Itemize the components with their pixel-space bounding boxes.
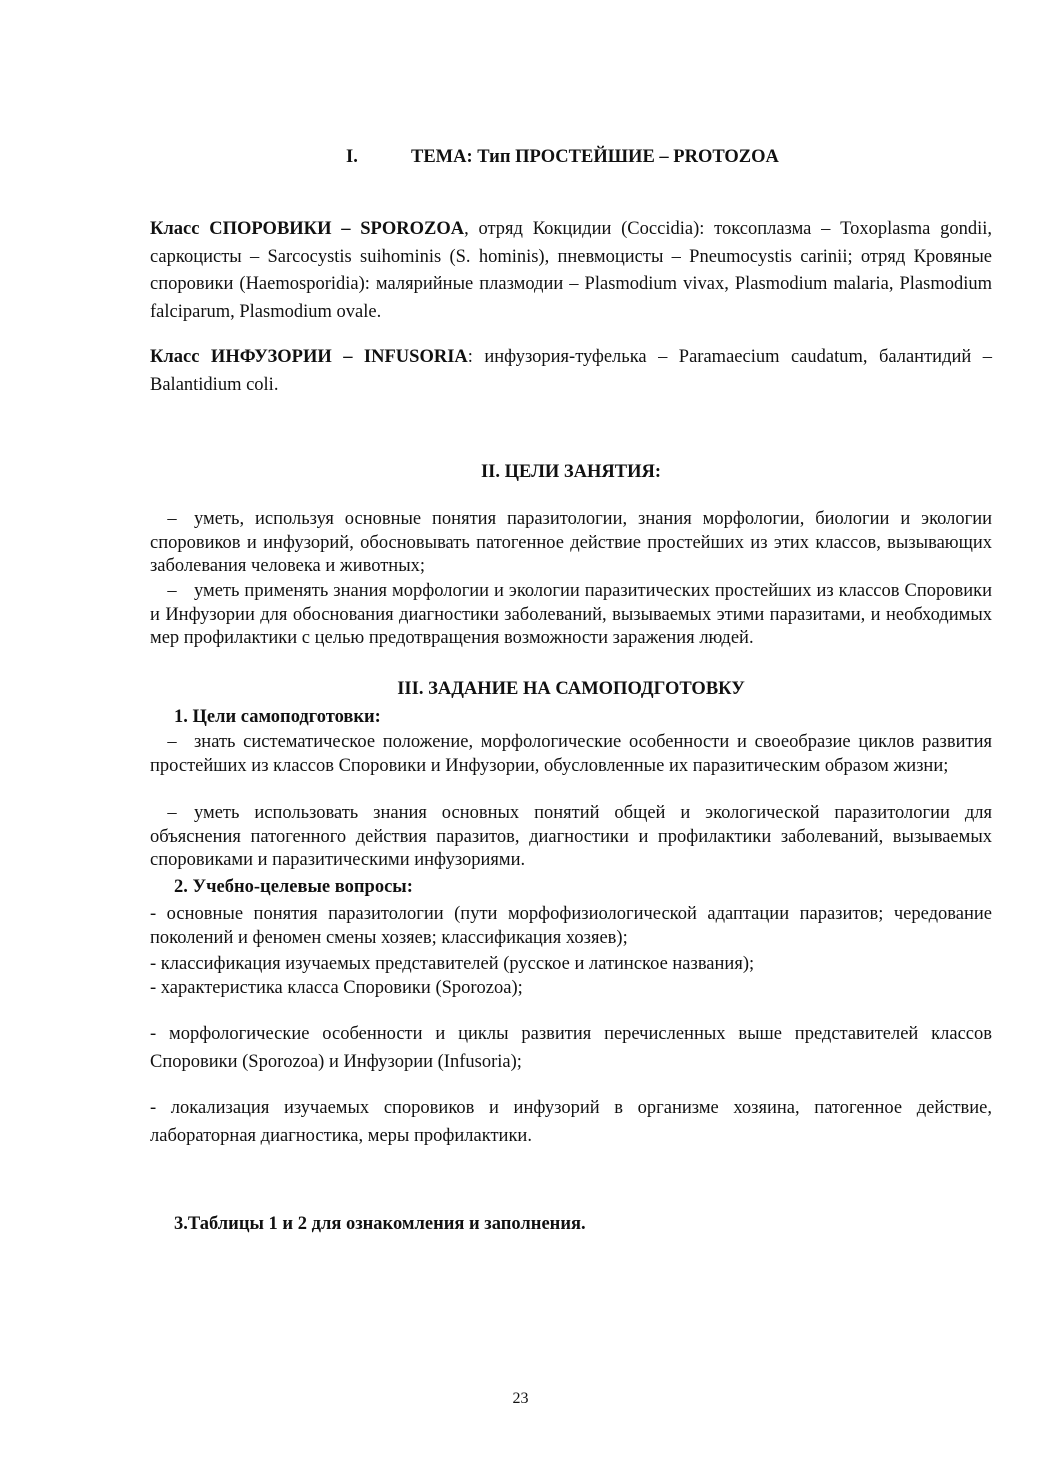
self-study-goal-2 [150,802,992,873]
class-sporozoa-text: , отряд Кокцидии (Coccidia): токсоплазма – Toxoplasma gondii, саркоцисты – Sarcocystis suihominis (S. hominis), пневмоцисты – Pneumocystis carinii; отряд Кровяные споровики (Haemosporidia): малярийные плазмодии – Plasmodium vivax, Plasmodium malaria, Plasmodium falciparum, Plasmodium ovale. [150,219,992,322]
goal-item-2-text: уметь применять знания морфологии и экологии паразитических простейших из классов Споровики и Инфузории для обоснования диагностики заболеваний, вызываемых этими паразитами, и необходимых мер профилактики с целью предотвращения возможности заражения людей. [150,581,992,648]
class-infusoria-paragraph [150,344,992,399]
dash-marker: – [167,509,177,529]
goal-item-2 [150,580,992,651]
section-1-number: I. [346,147,358,167]
dash-marker: – [167,732,177,752]
section-1-title: ТЕМА: Тип ПРОСТЕЙШИЕ – PROTOZOA [411,147,779,167]
question-4: - морфологические особенности и циклы развития перечисленных выше представителей классов Споровики (Sporozoa) и Инфузории (Infusoria); [150,1024,992,1072]
dash-marker: – [167,803,177,823]
question-5: - локализация изучаемых споровиков и инфузорий в организме хозяина, патогенное действие, лабораторная диагностика, меры профилактики. [150,1098,992,1146]
subsection-2-title: 2. Учебно-целевые вопросы: [174,877,413,897]
section-2-title: II. ЦЕЛИ ЗАНЯТИЯ: [480,462,662,482]
subsection-3-title: 3.Таблицы 1 и 2 для ознакомления и заполнения. [174,1214,586,1234]
self-study-goal-1 [150,731,992,778]
goal-item-1-text: уметь, используя основные понятия паразитологии, знания морфологии, биологии и экологии споровиков и инфузорий, обосновывать патогенное действие простейших из этих классов, вызывающих заболевания человека и животных; [150,509,992,576]
question-2: - классификация изучаемых представителей (русское и латинское названия); [150,954,755,974]
dash-marker: – [167,581,177,601]
page-number: 23 [512,1390,529,1407]
goal-item-1 [150,508,992,579]
class-infusoria-label: Класс ИНФУЗОРИИ – INFUSORIA [150,347,468,367]
class-sporozoa-paragraph [150,216,992,326]
class-infusoria-text: : инфузория-туфелька – Paramaecium caudatum, балантидий – Balantidium coli. [150,347,992,395]
subsection-1-title: 1. Цели самоподготовки: [174,707,381,727]
self-study-goal-1-text: знать систематическое положение, морфологические особенности и своеобразие циклов развития простейших из классов Споровики и Инфузории, обусловленные их паразитическим образом жизни; [150,732,992,776]
self-study-goal-2-text: уметь использовать знания основных понятий общей и экологической паразитологии для объяснения патогенного действия паразитов, диагностики и профилактики заболеваний, вызываемых споровиками и паразитическими инфузориями. [150,803,992,870]
question-3: - характеристика класса Споровики (Sporozoa); [150,978,523,998]
question-1: - основные понятия паразитологии (пути морфофизиологической адаптации паразитов; чередование поколений и феномен смены хозяев; классификация хозяев); [150,904,992,948]
class-sporozoa-label: Класс СПОРОВИКИ – SPOROZOA [150,219,465,239]
section-3-title: III. ЗАДАНИЕ НА САМОПОДГОТОВКУ [397,679,745,699]
